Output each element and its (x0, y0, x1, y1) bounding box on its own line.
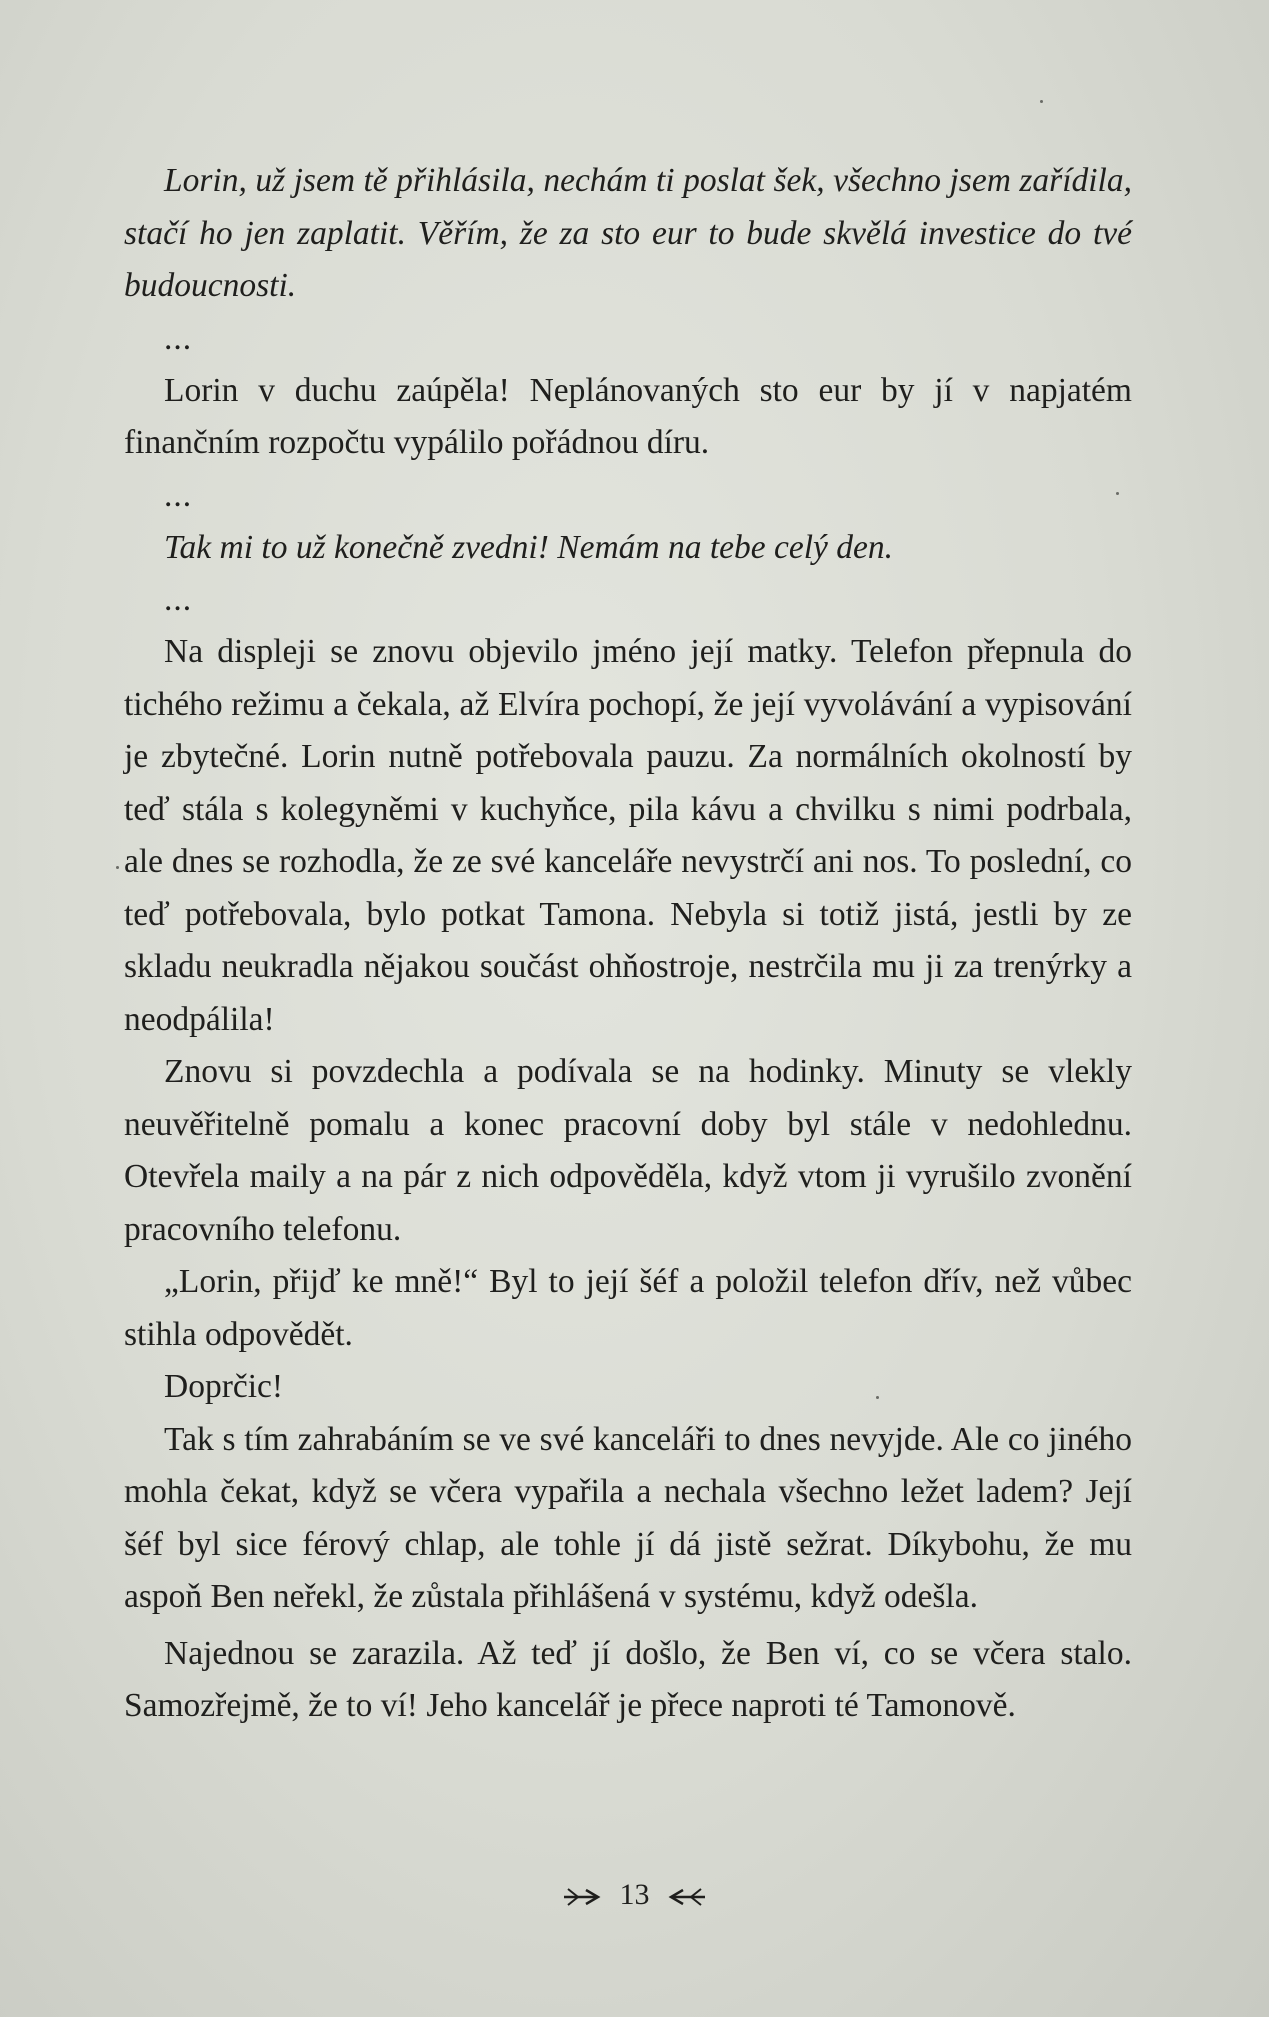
paragraph-4: Na displeji se znovu objevilo jméno její matky. Telefon přepnula do tichého režimu a čekala, až Elvíra pochopí, že její vyvolávání a vypisování je zbytečné. Lorin nutně potřebovala pauzu. Za normálních okolností by teď stála s kolegyněmi v kuchyňce, pila kávu a chvilku s nimi podrbala, ale dnes se rozhodla, že ze své kanceláře nevystrčí ani nos. To poslední, co teď potřebovala, bylo potkat Tamona. Nebyla si totiž jistá, jestli by ze skladu neukradla nějakou součást ohňostroje, nestrčila mu ji za trenýrky a neodpálila! (124, 633, 1132, 1038)
paper-speck (116, 866, 119, 869)
body-text (124, 155, 1132, 1733)
paragraph-1: Lorin, už jsem tě přihlásila, nechám ti poslat šek, všechno jsem zařídila, stačí ho jen zaplatit. Věřím, že za sto eur to bude skvělá investice do tvé budoucnosti. (124, 162, 1132, 304)
paper-speck (876, 1396, 879, 1399)
paragraph-5: Znovu si povzdechla a podívala se na hodinky. Minuty se vlekly neuvěřitelně pomalu a konec pracovní doby byl stále v nedohlednu. Otevřela maily a na pár z nich odpověděla, když vtom ji vyrušilo zvonění pracovního telefonu. (124, 1053, 1132, 1248)
paragraph-9: Najednou se zarazila. Až teď jí došlo, že Ben ví, co se včera stalo. Samozřejmě, že to ví! Jeho kancelář je přece naproti té Tamonově. (124, 1634, 1132, 1724)
right-arrow-ornament-icon (562, 1883, 602, 1907)
paper-speck (1040, 100, 1043, 103)
paragraph-3: Tak mi to už konečně zvedni! Nemám na tebe celý den. (164, 528, 894, 566)
left-arrow-ornament-icon (667, 1883, 707, 1907)
page-footer (0, 1876, 1269, 1912)
ellipsis-1: ... (164, 319, 193, 357)
paragraph-2: Lorin v duchu zaúpěla! Neplánovaných sto eur by jí v napjatém finančním rozpočtu vypálilo pořádnou díru. (124, 371, 1132, 461)
page-number: 13 (619, 1878, 650, 1912)
ellipsis-3: ... (164, 581, 193, 618)
ellipsis-2: ... (164, 476, 193, 514)
paragraph-6: „Lorin, přijď ke mně!“ Byl to její šéf a položil telefon dřív, než vůbec stihla odpovědět. (124, 1263, 1132, 1353)
paragraph-7: Doprčic! (164, 1368, 284, 1405)
paper-speck (1116, 492, 1119, 495)
paragraph-8: Tak s tím zahrabáním se ve své kanceláři to dnes nevyjde. Ale co jiného mohla čekat, když se včera vypařila a nechala všechno ležet ladem? Její šéf byl sice férový chlap, ale tohle jí dá jistě sežrat. Díkybohu, že mu aspoň Ben neřekl, že zůstala přihlášená v systému, když odešla. (124, 1420, 1132, 1615)
